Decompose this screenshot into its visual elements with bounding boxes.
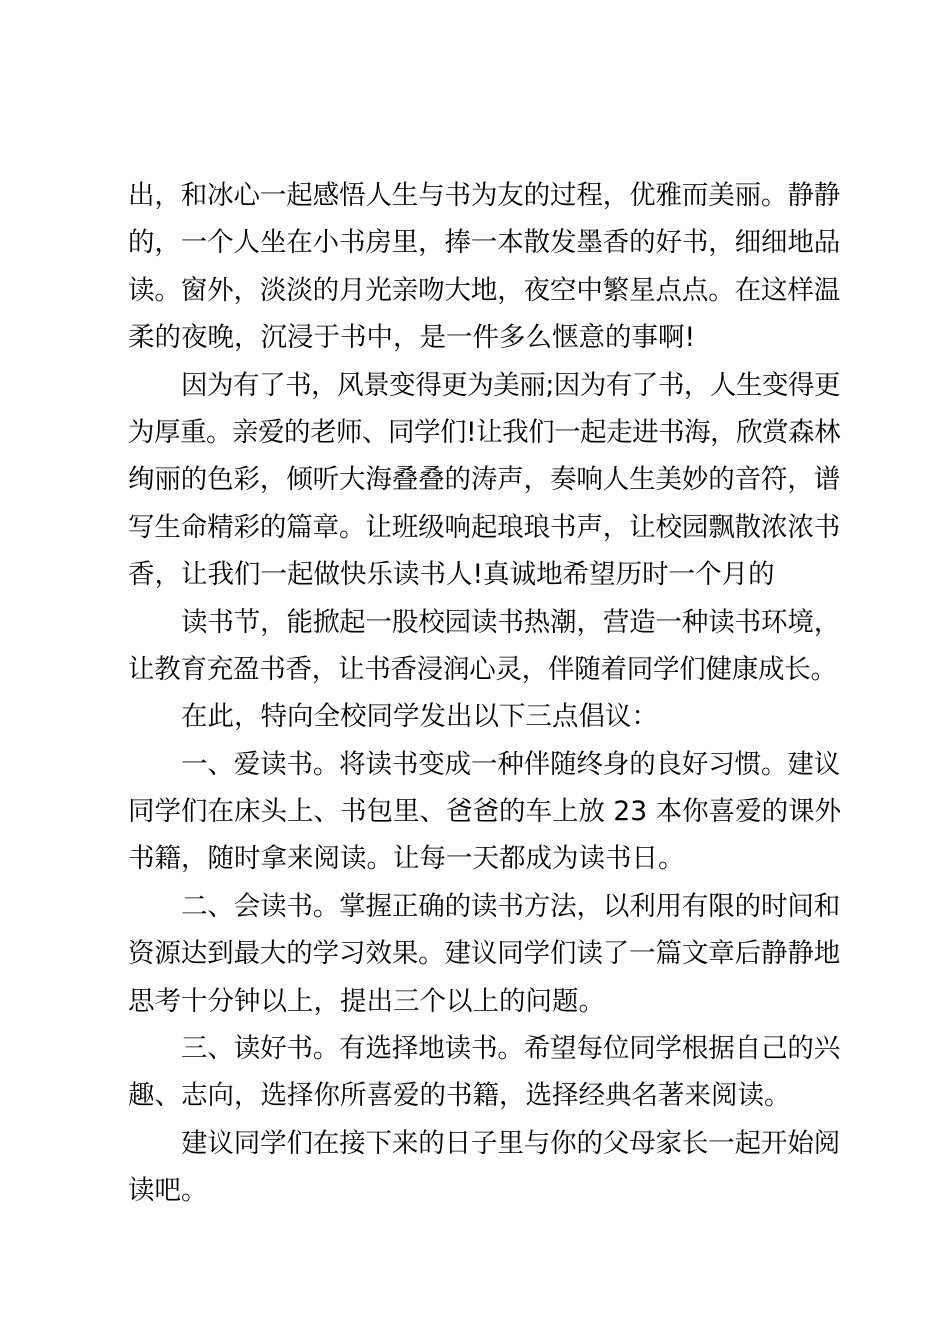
text-line: 为厚重。亲爱的老师、同学们!让我们一起走进书海，欣赏森林 <box>128 416 841 448</box>
text-line: 资源达到最大的学习效果。建议同学们读了一篇文章后静静地 <box>128 938 840 970</box>
text-line: 二、会读书。掌握正确的读书方法，以利用有限的时间和 <box>181 890 840 922</box>
text-line: 香，让我们一起做快乐读书人!真诚地希望历时一个月的 <box>128 559 775 591</box>
text-line: 让教育充盈书香，让书香浸润心灵，伴随着同学们健康成长。 <box>128 653 837 685</box>
text-line: 柔的夜晚，沉浸于书中，是一件多么惬意的事啊! <box>128 322 696 354</box>
text-line: 一、爱读书。将读书变成一种伴随终身的良好习惯。建议 <box>181 748 840 780</box>
text-line: 写生命精彩的篇章。让班级响起琅琅书声，让校园飘散浓浓书 <box>128 511 840 543</box>
text-line: 三、读好书。有选择地读书。希望每位同学根据自己的兴 <box>181 1033 840 1065</box>
text-line: 因为有了书，风景变得更为美丽;因为有了书，人生变得更 <box>181 369 840 401</box>
text-line: 建议同学们在接下来的日子里与你的父母家长一起开始阅 <box>181 1127 840 1159</box>
text-line: 读。窗外，淡淡的月光亲吻大地，夜空中繁星点点。在这样温 <box>128 274 840 306</box>
text-line: 读书节，能掀起一股校园读书热潮，营造一种读书环境， <box>181 606 840 638</box>
text-line: 读吧。 <box>128 1175 208 1207</box>
document-body <box>128 172 840 1215</box>
text-line: 的，一个人坐在小书房里，捧一本散发墨香的好书，细细地品 <box>128 227 840 259</box>
text-line: 同学们在床头上、书包里、爸爸的车上放 23 本你喜爱的课外 <box>128 796 842 828</box>
text-line: 书籍，随时拿来阅读。让每一天都成为读书日。 <box>128 843 685 875</box>
text-line: 趣、志向，选择你所喜爱的书籍，选择经典名著来阅读。 <box>128 1080 791 1112</box>
text-line: 绚丽的色彩，倾听大海叠叠的涛声，奏响人生美妙的音符，谱 <box>128 464 840 496</box>
text-line: 出，和冰心一起感悟人生与书为友的过程，优雅而美丽。静静 <box>128 180 840 211</box>
text-line: 思考十分钟以上，提出三个以上的问题。 <box>128 985 605 1017</box>
text-line: 在此，特向全校同学发出以下三点倡议： <box>181 701 658 733</box>
